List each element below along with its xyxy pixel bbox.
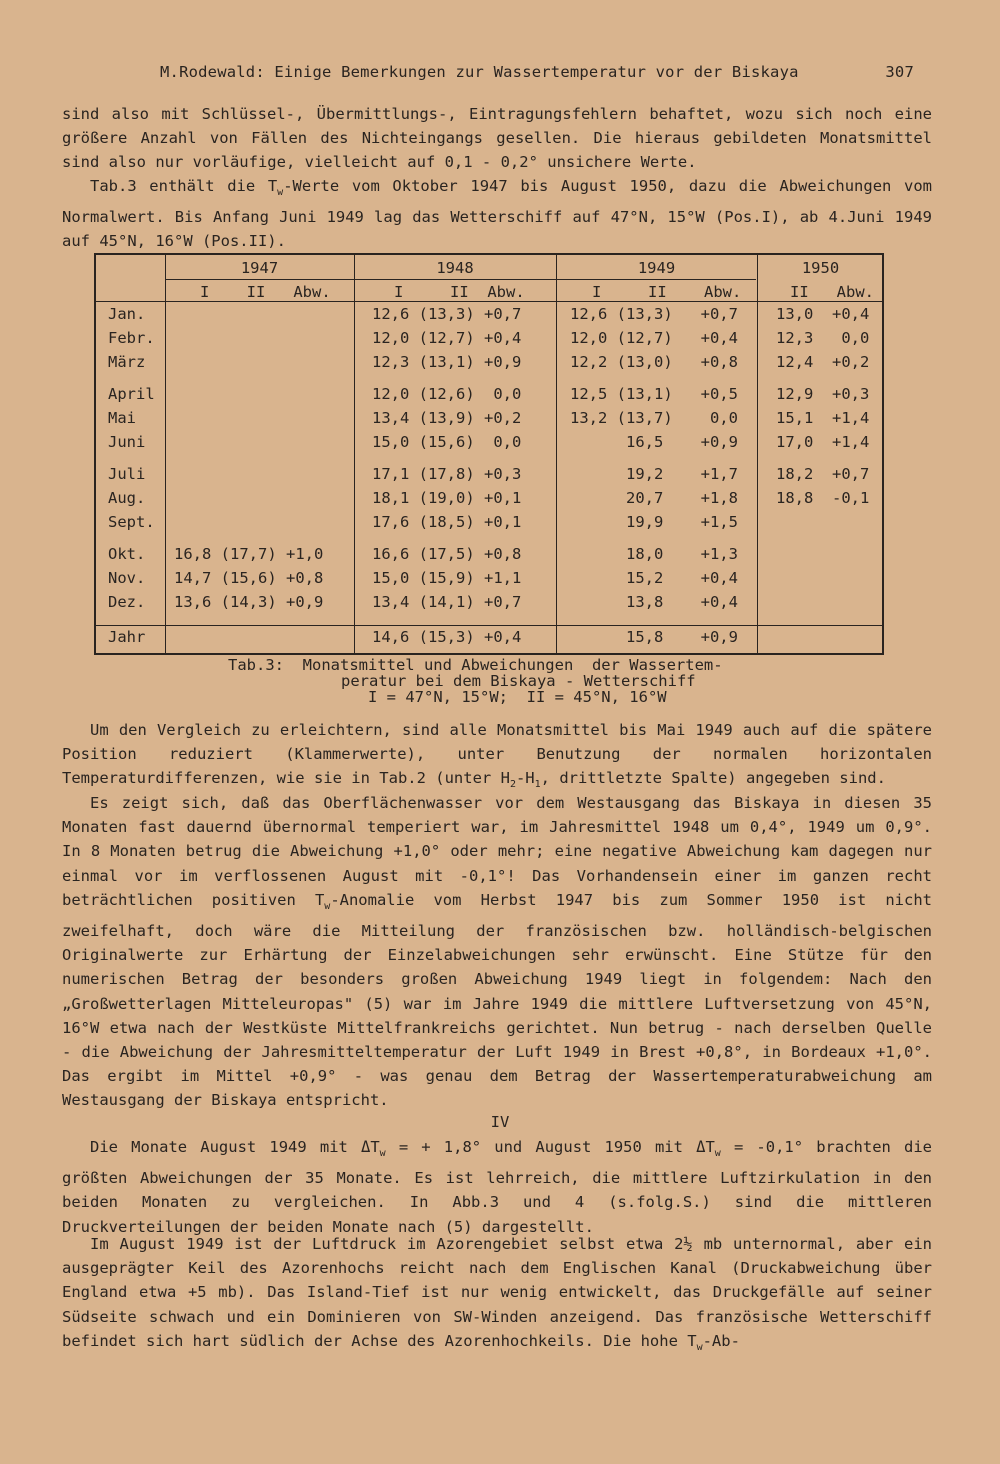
cell-1948: 12,0 (12,6) 0,0 bbox=[372, 385, 522, 403]
cell-1950: 18,8 -0,1 bbox=[776, 489, 870, 507]
cell-1948: 15,0 (15,9) +1,1 bbox=[372, 569, 522, 587]
cell-1949: 12,6 (13,3) +0,7 bbox=[570, 305, 738, 323]
table-3 bbox=[94, 253, 884, 655]
month-label: Aug. bbox=[108, 489, 146, 507]
cell-1950: 17,0 +1,4 bbox=[776, 433, 870, 451]
cell-1949: 19,2 +1,7 bbox=[570, 465, 738, 483]
cell-1947: 13,6 (14,3) +0,9 bbox=[174, 593, 324, 611]
subhead-1947: I II Abw. bbox=[200, 283, 331, 301]
month-label: Juli bbox=[108, 465, 146, 483]
cell-1949: 18,0 +1,3 bbox=[570, 545, 738, 563]
annual-1948: 14,6 (15,3) +0,4 bbox=[372, 628, 522, 646]
month-label: Juni bbox=[108, 433, 146, 451]
cell-1948: 12,3 (13,1) +0,9 bbox=[372, 353, 522, 371]
table-caption: Tab.3: Monatsmittel und Abweichungen der Wassertem- peratur bei dem Biskaya - Wetterschiff I = 47°N, 15°W; II = 45°N, 16°W bbox=[228, 656, 723, 706]
cell-1949: 20,7 +1,8 bbox=[570, 489, 738, 507]
cell-1948: 15,0 (15,6) 0,0 bbox=[372, 433, 522, 451]
cell-1950: 13,0 +0,4 bbox=[776, 305, 870, 323]
annual-1949: 15,8 +0,9 bbox=[570, 628, 738, 646]
paragraph-6: Im August 1949 ist der Luftdruck im Azorengebiet selbst etwa 2½ mb unternormal, aber ein ausgeprägter Keil des Azorenhochs reicht nach dem Englischen Kanal (Druckabweichung über England etwa +5 mb). Das Island-Tief ist nur wenig entwickelt, das Druckgefälle auf seiner Südseite schwach und ein Dominieren von SW-Winden anzeigend. Das französische Wetterschiff befindet sich hart südlich der Achse des Azorenhochkeils. Die hohe $T_w-Ab-$ bbox=[62, 1235, 932, 1353]
annual-label: Jahr bbox=[108, 628, 146, 646]
cell-1949: 12,2 (13,0) +0,8 bbox=[570, 353, 738, 371]
cell-1949: 12,0 (12,7) +0,4 bbox=[570, 329, 738, 347]
cell-1950: 12,9 +0,3 bbox=[776, 385, 870, 403]
cell-1948: 13,4 (13,9) +0,2 bbox=[372, 409, 522, 427]
cell-1949: 13,8 +0,4 bbox=[570, 593, 738, 611]
paragraph-3: Um den Vergleich zu erleichtern, sind alle Monatsmittel bis Mai 1949 auch auf die spätere Position reduziert (Klammerwerte), unter Benutzung der normalen horizontalen Temperaturdifferenzen, wie sie in Tab.2 (unter $H_2-H_1$, drittletzte Spalte) angegeben sind. bbox=[62, 721, 932, 791]
month-label: Jan. bbox=[108, 305, 146, 323]
month-label: Okt. bbox=[108, 545, 146, 563]
cell-1949: 16,5 +0,9 bbox=[570, 433, 738, 451]
year-header-1948: 1948 bbox=[436, 259, 474, 277]
cell-1949: 13,2 (13,7) 0,0 bbox=[570, 409, 738, 427]
paragraph-4: Es zeigt sich, daß das Oberflächenwasser vor dem Westausgang das Biskaya in diesen 35 Monaten fast dauernd übernormal temperiert war, im Jahresmittel 1948 um 0,4°, 1949 um 0,9°. In 8 Monaten betrug die Abweichung +1,0° oder mehr; eine negative Abweichung kam dagegen nur einmal vor im verflossenen August mit -0,1°! Das Vorhandensein einer im ganzen recht beträchtlichen positiven $T_w$-Anomalie vom Herbst 1947 bis zum Sommer 1950 ist nicht zweifelhaft, doch wäre die Mitteilung der französischen bzw. holländisch-belgischen Originalwerte zur Erhärtung der Einzelabweichungen sehr erwünscht. Eine Stütze für den numerischen Betrag der besonders großen Abweichung 1949 liegt in folgendem: Nach den „Großwetterlagen Mitteleuropas" (5) war im Jahre 1949 die mittlere Luftversetzung von 45°N, 16°W etwa nach der Westküste Mittelfrankreichs gerichtet. Nun betrug - nach derselben Quelle - die Abweichung der Jahresmitteltemperatur der Luft 1949 in Brest +0,8°, in Bordeaux +1,0°. Das ergibt im Mittel +0,9° - was genau dem Betrag der Wassertemperaturabweichung am Westausgang der Biskaya entspricht. bbox=[62, 794, 932, 1110]
month-label: März bbox=[108, 353, 146, 371]
cell-1950: 18,2 +0,7 bbox=[776, 465, 870, 483]
cell-1948: 13,4 (14,1) +0,7 bbox=[372, 593, 522, 611]
month-label: Febr. bbox=[108, 329, 155, 347]
cell-1950: 12,3 0,0 bbox=[776, 329, 870, 347]
paragraph-intro-2: Tab.3 enthält die $T_w$-Werte vom Oktober 1947 bis August 1950, dazu die Abweichungen vom Normalwert. Bis Anfang Juni 1949 lag das Wetterschiff auf 47°N, 15°W (Pos.I), ab 4.Juni 1949 auf 45°N, 16°W (Pos.II). bbox=[62, 177, 932, 251]
month-label: Mai bbox=[108, 409, 136, 427]
cell-1949: 12,5 (13,1) +0,5 bbox=[570, 385, 738, 403]
cell-1948: 17,6 (18,5) +0,1 bbox=[372, 513, 522, 531]
year-header-1947: 1947 bbox=[240, 259, 279, 277]
cell-1948: 12,0 (12,7) +0,4 bbox=[372, 329, 522, 347]
cell-1949: 15,2 +0,4 bbox=[570, 569, 738, 587]
month-label: April bbox=[108, 385, 155, 403]
year-header-1949: 1949 bbox=[637, 259, 676, 277]
cell-1950: 15,1 +1,4 bbox=[776, 409, 870, 427]
month-label: Nov. bbox=[108, 569, 146, 587]
cell-1948: 18,1 (19,0) +0,1 bbox=[372, 489, 522, 507]
paragraph-intro-1: sind also mit Schlüssel-, Übermittlungs-, Eintragungsfehlern behaftet, wozu sich noch eine größere Anzahl von Fällen des Nichteingangs gesellen. Die hieraus gebildeten Monatsmittel sind also nur vorläufige, vielleicht auf 0,1 - 0,2° unsichere Werte. bbox=[62, 105, 932, 172]
subhead-1950: II Abw. bbox=[790, 283, 874, 301]
cell-1947: 14,7 (15,6) +0,8 bbox=[174, 569, 324, 587]
running-header bbox=[160, 63, 920, 81]
subhead-1948: I II Abw. bbox=[394, 283, 525, 301]
cell-1950: 12,4 +0,2 bbox=[776, 353, 870, 371]
running-title: M.Rodewald: Einige Bemerkungen zur Wassertemperatur vor der Biskaya bbox=[160, 63, 799, 81]
cell-1949: 19,9 +1,5 bbox=[570, 513, 738, 531]
cell-1947: 16,8 (17,7) +1,0 bbox=[174, 545, 324, 563]
month-label: Dez. bbox=[108, 593, 146, 611]
cell-1948: 17,1 (17,8) +0,3 bbox=[372, 465, 522, 483]
section-heading: IV bbox=[490, 1113, 510, 1131]
cell-1948: 12,6 (13,3) +0,7 bbox=[372, 305, 522, 323]
year-header-1950: 1950 bbox=[801, 259, 840, 277]
paragraph-5: Die Monate August 1949 mit $\Delta T_w$ = + 1,8° und August 1950 mit $\Delta T_w = -0,1^\circ$ brachten die größten Abweichungen der 35 Monate. Es ist lehrreich, die mittlere Luftzirkulation in den beiden Monaten zu vergleichen. In Abb.3 und 4 (s.folg.S.) sind die mittleren Druckverteilungen der beiden Monate nach (5) dargestellt. bbox=[62, 1138, 933, 1236]
cell-1948: 16,6 (17,5) +0,8 bbox=[372, 545, 522, 563]
month-label: Sept. bbox=[108, 513, 155, 531]
subhead-1949: I II Abw. bbox=[592, 283, 742, 301]
page-number: 307 bbox=[885, 63, 914, 81]
